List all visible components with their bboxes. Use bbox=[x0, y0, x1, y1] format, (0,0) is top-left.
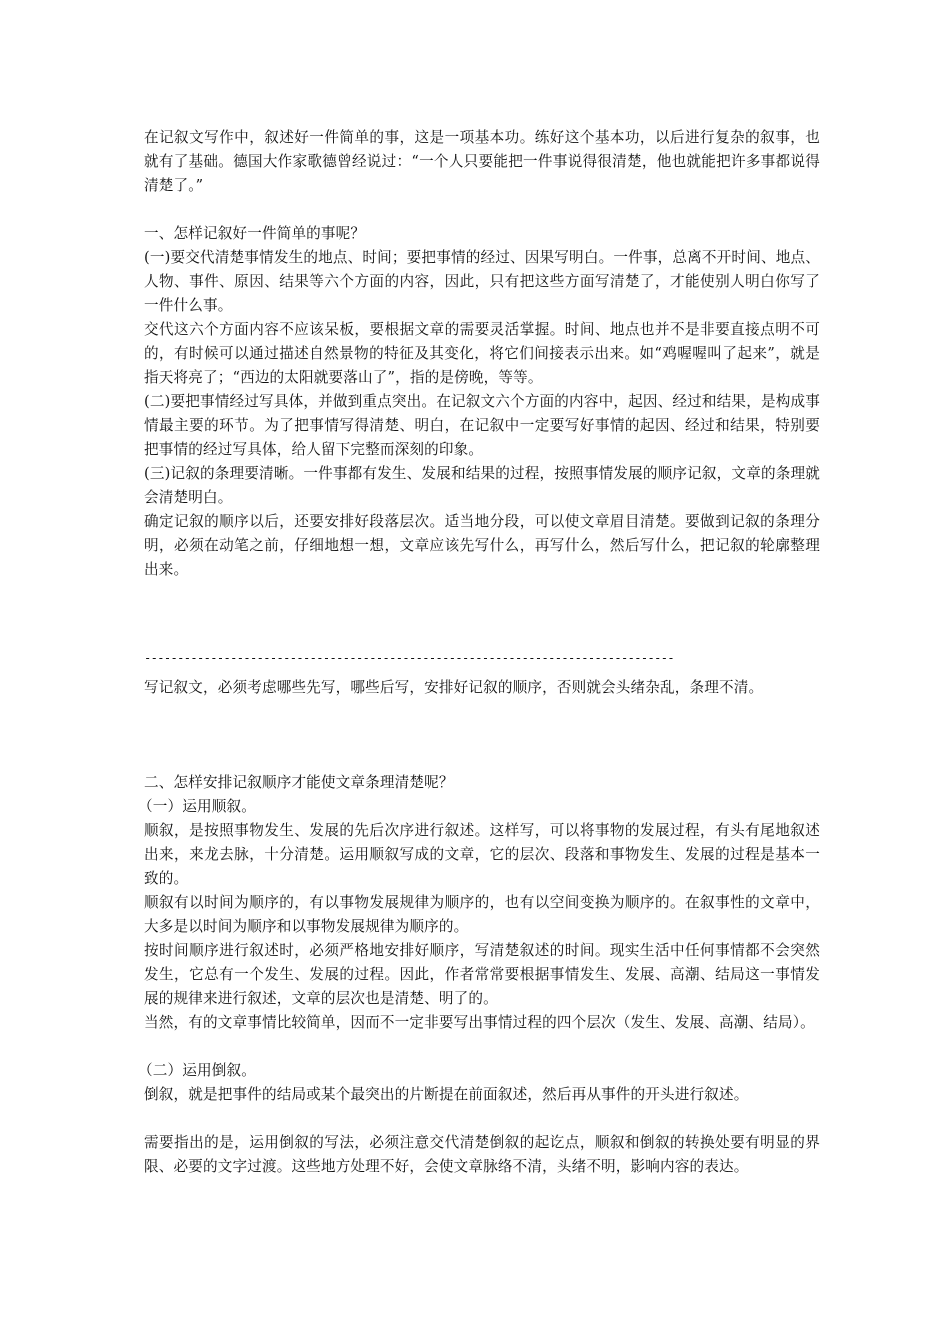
time-order-paragraph: 按时间顺序进行叙述时，必须严格地安排好顺序，写清楚叙述的时间。现实生活中任何事情都不会突然发生，它总有一个发生、发展的过程。因此，作者常常要根据事情发生、发展、高潮、结局这一事情发展的规律来进行叙述，文章的层次也是清楚、明了的。 bbox=[144, 942, 820, 1007]
point-three-paragraph: (三)记叙的条理要清晰。一件事都有发生、发展和结果的过程，按照事情发展的顺序记叙，文章的条理就会清楚明白。 bbox=[144, 465, 820, 506]
order-note-paragraph: 写记叙文，必须考虑哪些先写，哪些后写，安排好记叙的顺序，否则就会头绪杂乱，条理不清。 bbox=[144, 679, 764, 696]
intro-paragraph: 在记叙文写作中，叙述好一件简单的事，这是一项基本功。练好这个基本功，以后进行复杂的叙事，也就有了基础。德国大作家歌德曾经说过：“一个人只要能把一件事说得很清楚，他也就能把许多事都说得清楚了。” bbox=[144, 129, 820, 194]
flashback-subheading: （二）运用倒叙。 bbox=[138, 1062, 256, 1079]
chronological-subheading: （一）运用顺叙。 bbox=[138, 798, 256, 815]
point-one-paragraph: (一)要交代清楚事情发生的地点、时间；要把事情的经过、因果写明白。一件事，总离不开时间、地点、人物、事件、原因、结果等六个方面的内容，因此，只有把这些方面写清楚了，才能使别人明白你写了一件什么事。 bbox=[144, 249, 820, 314]
flashback-note-paragraph: 需要指出的是，运用倒叙的写法，必须注意交代清楚倒叙的起讫点，顺叙和倒叙的转换处要有明显的界限、必要的文字过渡。这些地方处理不好，会使文章脉络不清，头绪不明，影响内容的表达。 bbox=[144, 1134, 820, 1175]
dashed-separator: -------------------------------------------------------------------------------- bbox=[144, 651, 674, 665]
simple-events-paragraph: 当然，有的文章事情比较简单，因而不一定非要写出事情过程的四个层次（发生、发展、高潮、结局）。 bbox=[144, 1014, 815, 1031]
flashback-definition-paragraph: 倒叙，就是把事件的结局或某个最突出的片断提在前面叙述，然后再从事件的开头进行叙述。 bbox=[144, 1086, 749, 1103]
chronological-types-paragraph: 顺叙有以时间为顺序的，有以事物发展规律为顺序的，也有以空间变换为顺序的。在叙事性的文章中，大多是以时间为顺序和以事物发展规律为顺序的。 bbox=[144, 894, 820, 935]
chronological-paragraph: 顺叙，是按照事物发生、发展的先后次序进行叙述。这样写，可以将事物的发展过程，有头有尾地叙述出来，来龙去脉，十分清楚。运用顺叙写成的文章，它的层次、段落和事物发生、发展的过程是基本一致的。 bbox=[144, 822, 820, 887]
paragraph-structure-paragraph: 确定记叙的顺序以后，还要安排好段落层次。适当地分段，可以使文章眉目清楚。要做到记叙的条理分明，必须在动笔之前，仔细地想一想，文章应该先写什么，再写什么，然后写什么，把记叙的轮廓整理出来。 bbox=[144, 513, 820, 578]
section-one-heading: 一、怎样记叙好一件简单的事呢？ bbox=[144, 225, 366, 242]
six-elements-paragraph: 交代这六个方面内容不应该呆板，要根据文章的需要灵活掌握。时间、地点也并不是非要直接点明不可的，有时候可以通过描述自然景物的特征及其变化，将它们间接表示出来。如“鸡喔喔叫了起来”，就是指天将亮了；“西边的太阳就要落山了”，指的是傍晚，等等。 bbox=[144, 321, 820, 386]
point-two-paragraph: (二)要把事情经过写具体，并做到重点突出。在记叙文六个方面的内容中，起因、经过和结果，是构成事情最主要的环节。为了把事情写得清楚、明白，在记叙中一定要写好事情的起因、经过和结果，特别要把事情的经过写具体，给人留下完整而深刻的印象。 bbox=[144, 393, 820, 458]
section-two-heading: 二、怎样安排记叙顺序才能使文章条理清楚呢？ bbox=[144, 774, 454, 791]
